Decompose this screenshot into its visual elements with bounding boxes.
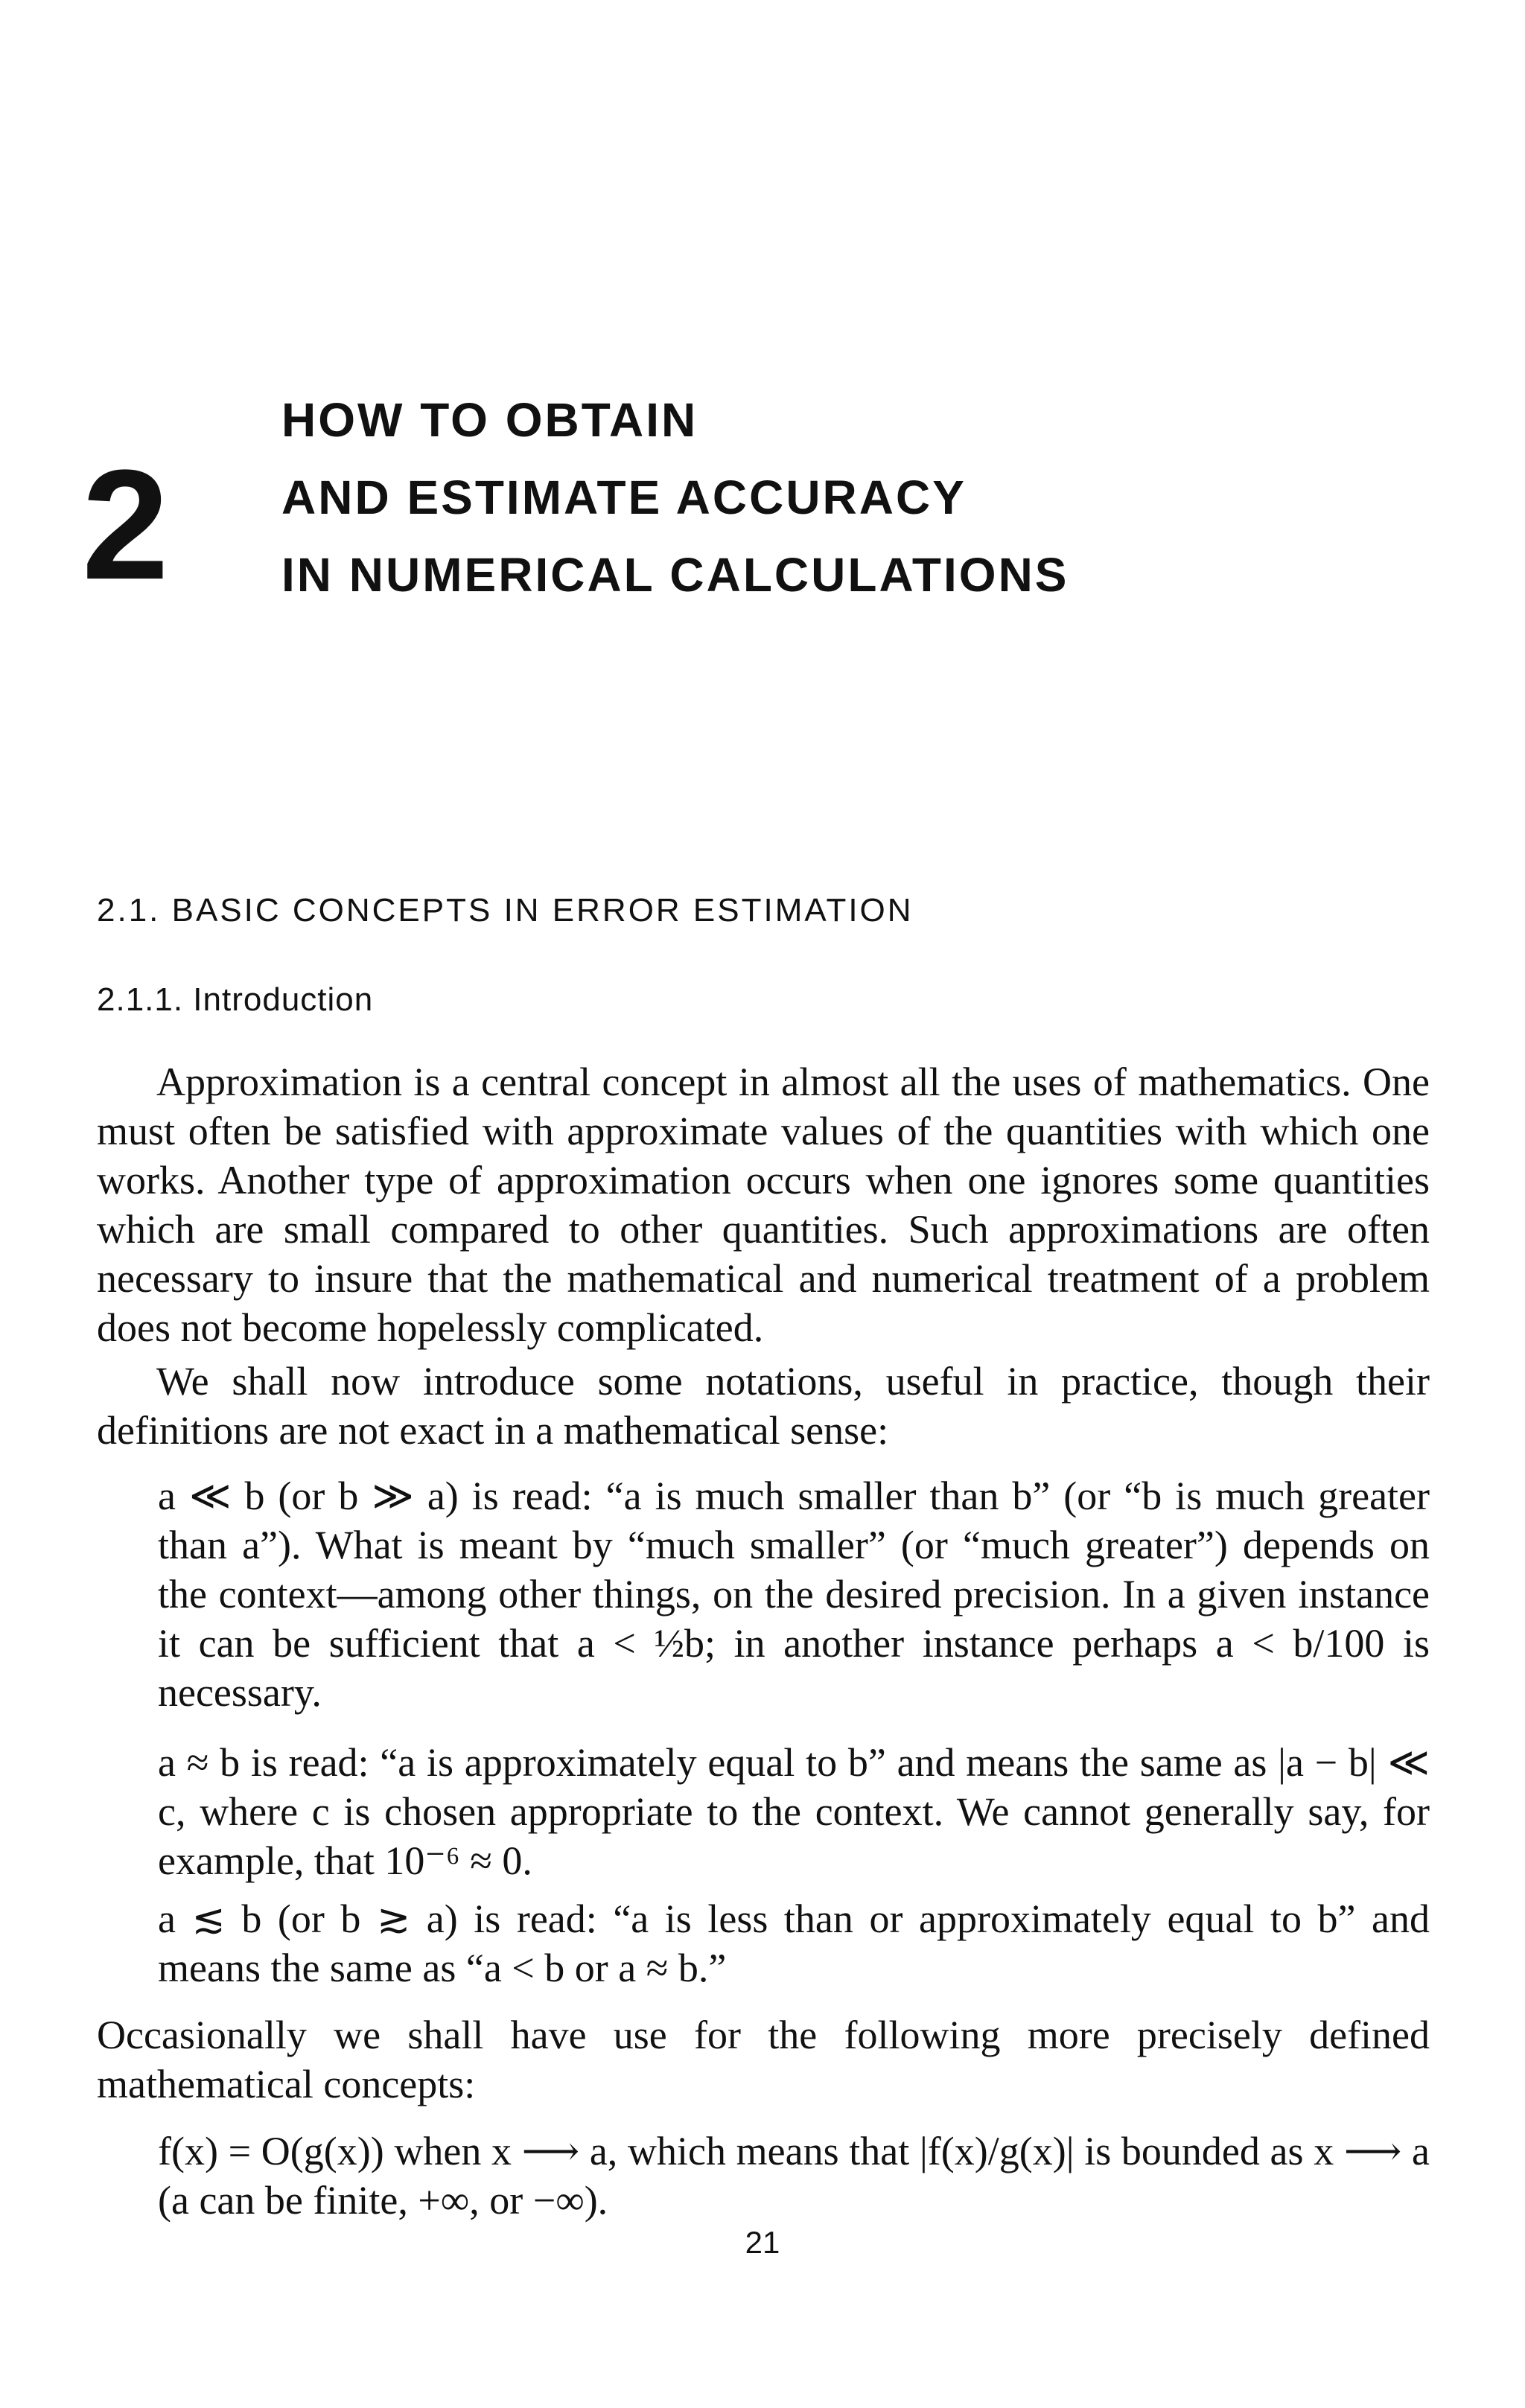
notation-intro-paragraph: We shall now introduce some notations, useful in practice, though their definitions are not exact in a mathematical sense: [97, 1359, 1430, 1453]
section-heading: 2.1. BASIC CONCEPTS IN ERROR ESTIMATION [97, 892, 914, 929]
chapter-number: 2 [82, 437, 169, 612]
definition-approx-equal: a ≈ b is read: “a is approximately equal to b” and means the same as |a − b| ≪ c, where c is chosen appropriate to the context. We cannot generally say, for example, that 10⁻⁶ ≈ 0. [158, 1740, 1430, 1883]
intro-paragraph: Approximation is a central concept in almost all the uses of mathematics. One must often be satisfied with approximate values of the quantities with which one works. Another type of approximation occurs when one ignores some quantities which are small compared to other quantities. Such approximations are often necessary to insure that the mathematical and numerical treatment of a problem does not become hopelessly complicated. [97, 1060, 1430, 1350]
chapter-title [281, 381, 1069, 614]
chapter-title-line-2: AND ESTIMATE ACCURACY [281, 471, 967, 524]
chapter-title-line-1: HOW TO OBTAIN [281, 393, 698, 447]
definition-big-o: f(x) = O(g(x)) when x ⟶ a, which means that |f(x)/g(x)| is bounded as x ⟶ a (a can be finite, +∞, or −∞). [158, 2129, 1430, 2223]
page-number: 21 [745, 2225, 780, 2260]
chapter-title-line-3: IN NUMERICAL CALCULATIONS [281, 548, 1069, 602]
precise-concepts-paragraph: Occasionally we shall have use for the following more precisely defined mathematical concepts: [97, 2013, 1430, 2106]
definition-much-smaller: a ≪ b (or b ≫ a) is read: “a is much smaller than b” (or “b is much greater than a”). What is meant by “much smaller” (or “much greater”) depends on the context—among other things, on the desired precision. In a given instance it can be sufficient that a < ½b; in another instance perhaps a < b/100 is necessary. [158, 1474, 1430, 1715]
subsection-heading: 2.1.1. Introduction [97, 981, 374, 1018]
definition-less-or-approx: a ≲ b (or b ≳ a) is read: “a is less than or approximately equal to b” and means the same as “a < b or a ≈ b.” [158, 1896, 1430, 1990]
